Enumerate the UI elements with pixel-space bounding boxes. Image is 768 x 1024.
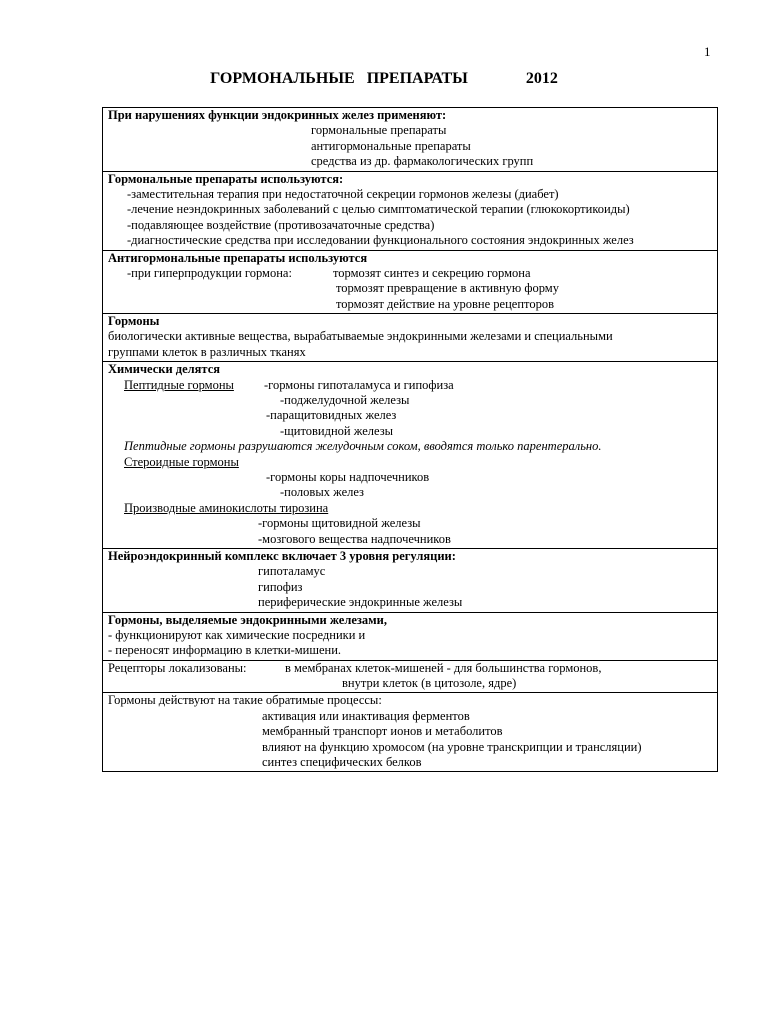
list-item: гипофиз (258, 579, 303, 594)
list-item: -гормоны коры надпочечников (266, 469, 430, 484)
peptide-note: Пептидные гормоны разрушаются желудочным соком, вводятся только парентерально. (124, 439, 602, 454)
list-item: - функционируют как химические посредники и (108, 627, 366, 642)
definition-line: биологически активные вещества, вырабатываемые эндокринными железами и специальными (108, 329, 613, 344)
page-number: 1 (704, 44, 711, 59)
list-item: -гормоны щитовидной железы (258, 516, 421, 531)
list-item: гормональные препараты (311, 123, 447, 138)
list-item: антигормональные препараты (311, 138, 471, 153)
section-reversible-processes (103, 692, 717, 771)
title-main: ГОРМОНАЛЬНЫЕ ПРЕПАРАТЫ (210, 70, 468, 87)
section-disorders (103, 108, 717, 171)
section-header: Нейроэндокринный комплекс включает 3 уровня регуляции: (108, 548, 456, 563)
peptide-label: Пептидные гормоны (124, 377, 234, 392)
section-hormones-definition (103, 313, 717, 361)
list-item: тормозят действие на уровне рецепторов (336, 296, 554, 311)
list-item: гипоталамус (258, 564, 326, 579)
list-item: -поджелудочной железы (280, 393, 410, 408)
section-receptors (103, 660, 717, 693)
title-year: 2012 (525, 70, 558, 87)
tyrosine-label: Производные аминокислоты тирозина (124, 500, 329, 515)
list-item: -гормоны гипоталамуса и гипофиза (264, 377, 454, 392)
definition-line: группами клеток в различных тканях (108, 344, 306, 359)
section-hormonal-uses (103, 171, 717, 250)
list-item: активация или инактивация ферментов (262, 708, 470, 723)
list-item: тормозят превращение в активную форму (336, 281, 559, 296)
section-hormone-functions (103, 612, 717, 660)
list-item: -заместительная терапия при недостаточной секреции гормонов железы (диабет) (127, 186, 559, 201)
list-item: -щитовидной железы (280, 423, 394, 438)
list-row (108, 378, 717, 393)
section-chemical-classes (103, 361, 717, 548)
list-item: в мембранах клеток-мишеней - для большинства гормонов, (285, 660, 602, 675)
list-item: -половых желез (280, 485, 364, 500)
receptors-label: Рецепторы локализованы: (108, 660, 247, 675)
section-header: Антигормональные препараты используются (108, 250, 368, 265)
section-header: Гормональные препараты используются: (108, 171, 344, 186)
list-item: внутри клеток (в цитозоле, ядре) (342, 676, 517, 691)
section-header: При нарушениях функции эндокринных желез применяют: (108, 108, 447, 122)
list-item: -паращитовидных желез (266, 408, 397, 423)
list-item: средства из др. фармакологических групп (311, 154, 534, 169)
list-row (108, 661, 717, 676)
list-row (108, 266, 717, 281)
list-item: тормозят синтез и секрецию гормона (333, 265, 531, 280)
section-neuroendocrine (103, 548, 717, 612)
list-item: -лечение неэндокринных заболеваний с целью симптоматической терапии (глюкокортикоиды) (127, 202, 630, 217)
list-item: -диагностические средства при исследовании функционального состояния эндокринных желез (127, 233, 634, 248)
list-item: -подавляющее воздействие (противозачаточные средства) (127, 217, 435, 232)
hyperproduction-label: -при гиперпродукции гормона: (127, 265, 292, 280)
section-header: Гормоны действуют на такие обратимые процессы: (108, 693, 382, 708)
section-header: Гормоны, выделяемые эндокринными железами, (108, 612, 387, 627)
content-table (102, 107, 718, 772)
page-title (0, 70, 768, 88)
list-item: мембранный транспорт ионов и метаболитов (262, 724, 503, 739)
list-item: - переносят информацию в клетки-мишени. (108, 643, 342, 658)
section-antihormonal (103, 250, 717, 314)
list-item: влияют на функцию хромосом (на уровне транскрипции и трансляции) (262, 739, 642, 754)
list-item: периферические эндокринные железы (258, 595, 463, 610)
section-header: Гормоны (108, 314, 160, 329)
list-item: синтез специфических белков (262, 755, 422, 770)
section-header: Химически делятся (108, 362, 221, 377)
steroid-label: Стероидные гормоны (124, 454, 239, 469)
list-item: -мозгового вещества надпочечников (258, 531, 451, 546)
